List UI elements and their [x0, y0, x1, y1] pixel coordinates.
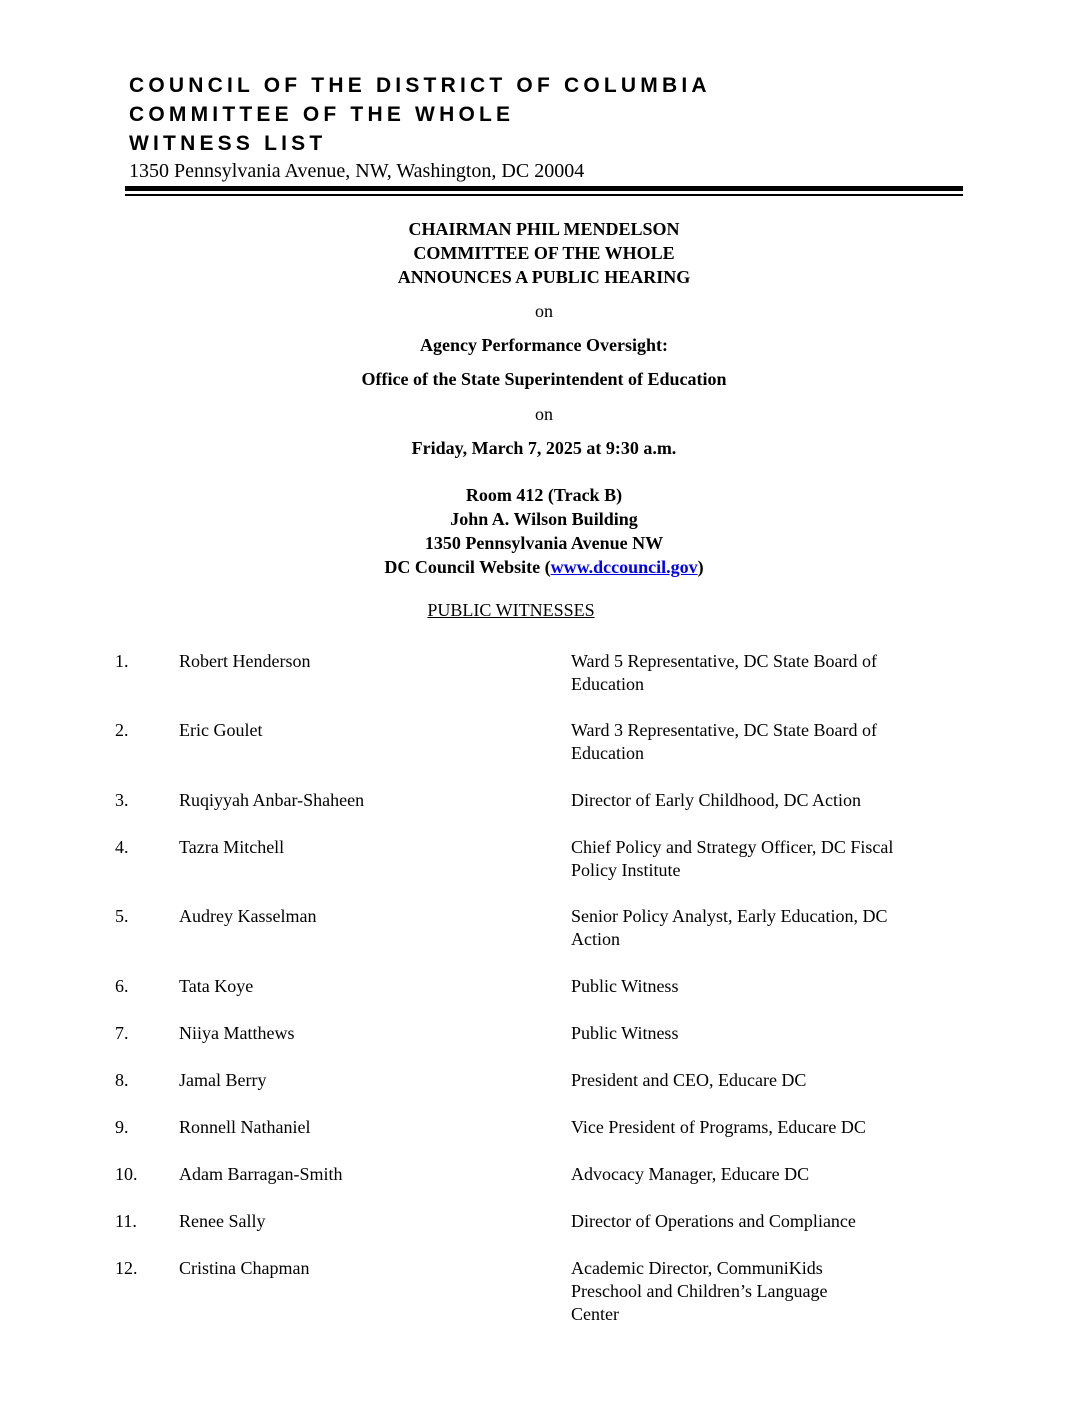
witness-name: Tazra Mitchell: [179, 837, 285, 857]
header-divider-thick: [125, 186, 963, 191]
witness-name: Ronnell Nathaniel: [179, 1117, 311, 1137]
witness-name: Adam Barragan-Smith: [179, 1164, 343, 1184]
witness-number: 4.: [115, 837, 129, 857]
location-street: 1350 Pennsylvania Avenue NW: [424, 533, 664, 553]
witness-number: 1.: [115, 651, 129, 671]
witness-name: Tata Koye: [179, 976, 254, 996]
witness-name: Eric Goulet: [179, 720, 263, 740]
on-text-1: on: [535, 301, 553, 321]
witness-name: Jamal Berry: [179, 1070, 267, 1090]
website-prefix: DC Council Website (: [384, 557, 551, 577]
website-link[interactable]: www.dccouncil.gov: [550, 557, 698, 577]
hearing-datetime: Friday, March 7, 2025 at 9:30 a.m.: [411, 438, 677, 458]
letterhead-committee: COMMITTEE OF THE WHOLE: [129, 103, 515, 126]
announcement-chairman: CHAIRMAN PHIL MENDELSON: [408, 219, 680, 239]
witness-name: Niiya Matthews: [179, 1023, 295, 1043]
announcement-committee: COMMITTEE OF THE WHOLE: [413, 243, 675, 263]
location-website: [0, 555, 1088, 579]
header-divider-thin: [125, 194, 963, 196]
witness-affiliation: Ward 5 Representative, DC State Board of Education: [571, 651, 877, 694]
witness-affiliation: Academic Director, CommuniKids Preschool and Children’s Language Center: [571, 1258, 828, 1324]
letterhead: [129, 71, 711, 184]
letterhead-address: 1350 Pennsylvania Avenue, NW, Washington, DC 20004: [129, 160, 585, 182]
witness-number: 2.: [115, 720, 129, 740]
witness-affiliation: Director of Early Childhood, DC Action: [571, 790, 861, 810]
section-title: PUBLIC WITNESSES: [427, 600, 595, 620]
location-room: Room 412 (Track B): [465, 485, 623, 505]
witness-number: 7.: [115, 1023, 129, 1043]
witness-affiliation: Senior Policy Analyst, Early Education, DC Action: [571, 906, 888, 949]
witness-affiliation: Public Witness: [571, 1023, 679, 1043]
announcement-hearing: ANNOUNCES A PUBLIC HEARING: [397, 267, 691, 287]
witness-number: 9.: [115, 1117, 129, 1137]
witness-name: Cristina Chapman: [179, 1258, 310, 1278]
letterhead-witness-list: WITNESS LIST: [129, 132, 327, 155]
hearing-subject-1: Agency Performance Oversight:: [420, 335, 668, 355]
witness-number: 10.: [115, 1164, 138, 1184]
witness-name: Audrey Kasselman: [179, 906, 317, 926]
witness-number: 11.: [115, 1211, 137, 1231]
hearing-location: [0, 483, 1088, 579]
announcement-heading: [0, 217, 1088, 289]
website-suffix: ): [697, 557, 704, 577]
witness-affiliation: Vice President of Programs, Educare DC: [571, 1117, 866, 1137]
witness-number: 3.: [115, 790, 129, 810]
witness-number: 12.: [115, 1258, 138, 1278]
witness-name: Robert Henderson: [179, 651, 311, 671]
hearing-subject-2: Office of the State Superintendent of Education: [361, 369, 727, 389]
witness-affiliation: Advocacy Manager, Educare DC: [571, 1164, 810, 1184]
witness-affiliation: President and CEO, Educare DC: [571, 1070, 807, 1090]
on-text-2: on: [535, 404, 553, 424]
witness-name: Ruqiyyah Anbar-Shaheen: [179, 790, 365, 810]
witness-number: 5.: [115, 906, 129, 926]
witness-name: Renee Sally: [179, 1211, 266, 1231]
witness-number: 6.: [115, 976, 129, 996]
witness-number: 8.: [115, 1070, 129, 1090]
witness-affiliation: Ward 3 Representative, DC State Board of Education: [571, 720, 877, 763]
witness-affiliation: Chief Policy and Strategy Officer, DC Fiscal Policy Institute: [571, 837, 894, 880]
letterhead-council: COUNCIL OF THE DISTRICT OF COLUMBIA: [129, 74, 711, 97]
witness-affiliation: Public Witness: [571, 976, 679, 996]
witness-affiliation: Director of Operations and Compliance: [571, 1211, 856, 1231]
location-building: John A. Wilson Building: [450, 509, 638, 529]
